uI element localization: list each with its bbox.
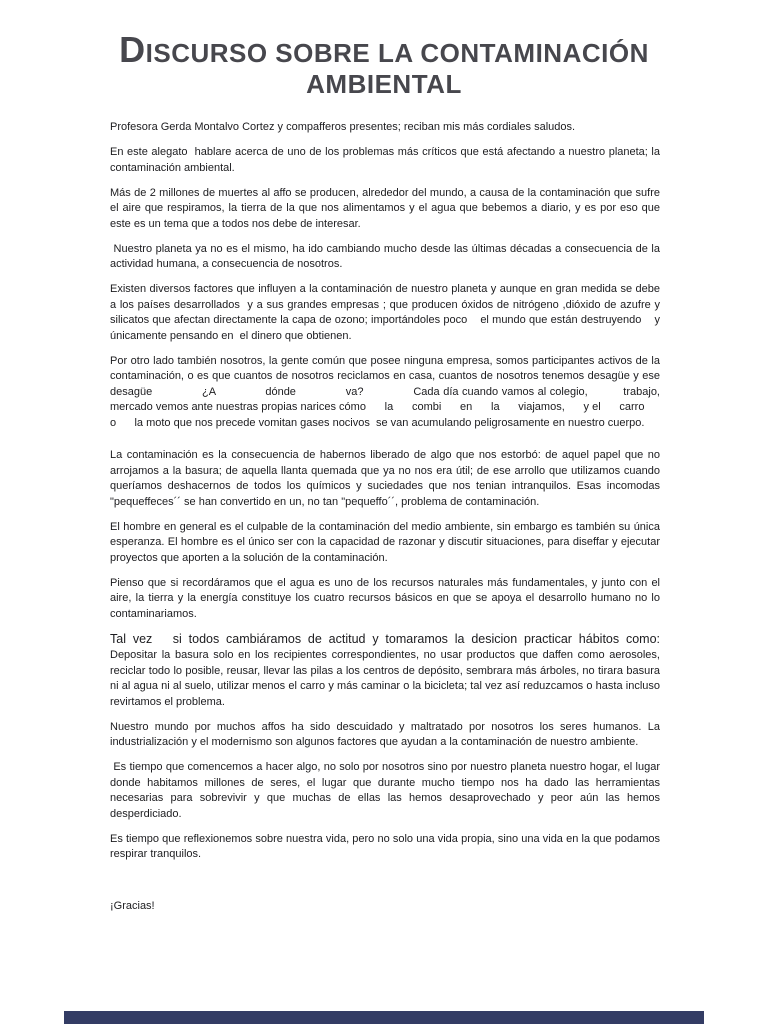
title-drop-cap: D — [119, 29, 146, 70]
paragraph-neglected-world: Nuestro mundo por muchos affos ha sido descuidado y maltratado por nosotros los seres humanos. La industrialización y el modernismo son algunos factores que ayudan a la contaminación de nuestro ambiente. — [110, 720, 660, 748]
paragraph-habits-rest: Depositar la basura solo en los recipientes correspondientes, no usar productos que daffen como aerosoles, reciclar todo lo posible, reusar, llevar las pilas a los centros de depósito, sembrara más árboles, no tirara basura ni al agua ni al suelo, utilizar menos el carro y más caminar o la bicicleta; tal vez así reduzcamos o hasta incluso revirtamos el problema. — [110, 649, 660, 708]
paragraph-habits-lead: Tal vez si todos cambiáramos de actitud y tomaramos la desicion practicar hábitos como: — [110, 631, 660, 646]
paragraph-consequence: La contaminación es la consecuencia de habernos liberado de algo que nos estorbó: de aquel papel que no arrojamos a la basura; de aquella llanta quemada que ya no nos era útil; de ese arrollo que utilizamos cuando queríamos deshacernos de todos los químicos y suciedades que nos tenian intranquilos. Esas incomodas "pequeffeces´´ se han convertido en un, no tan "pequeffo´´, problema de contaminación. — [110, 449, 660, 508]
paragraph-mankind: El hombre en general es el culpable de la contaminación del medio ambiente, sin embargo es también su única esperanza. El hombre es el único ser con la capacidad de razonar y discutir situaciones, para diseffar y ejecutar proyectos que aporten a la solución de la contaminación. — [110, 520, 660, 564]
paragraph-common-people: Por otro lado también nosotros, la gente común que posee ninguna empresa, somos participantes activos de la contaminación, o es que cuantos de nosotros reciclamos en casa, cuantos de nosotros tenemos desagüe y ese desagüe ¿A dónde va? Cada día cuando vamos al colegio, trabajo, mercado vemos ante nuestras propias narices cómo la combi en la viajamos, y el carro o la moto que nos precede vomitan gases nocivos se van acumulando peligrosamente en nuestro cuerpo. — [110, 354, 660, 429]
document-title — [60, 29, 708, 100]
title-line2: AMBIENTAL — [306, 69, 462, 99]
next-page-edge — [64, 1011, 704, 1024]
paragraph-habits — [110, 632, 660, 711]
closing-thanks: ¡Gracias! — [110, 899, 155, 912]
paragraph-time-to-act: Es tiempo que comencemos a hacer algo, no solo por nosotros sino por nuestro planeta nuestro hogar, el lugar donde habitamos millones de seres, el lugar que durante mucho tiempo nos ha dado las herramientas necesarias para sobrevivir y que muchas de ellas las hemos desaprovechado y peor aún las hemos desperdiciado. — [110, 761, 660, 820]
paragraph-reflection: Es tiempo que reflexionemos sobre nuestra vida, pero no solo una vida propia, sino una vida en la que podamos respirar tranquilos. — [110, 832, 660, 860]
paragraph-greeting: Profesora Gerda Montalvo Cortez y compafferos presentes; reciban mis más cordiales saludos. — [110, 121, 576, 133]
title-line1: ISCURSO SOBRE LA CONTAMINACIÓN — [145, 38, 649, 68]
paragraph-water: Pienso que si recordáramos que el agua es uno de los recursos naturales más fundamentales, y junto con el aire, la tierra y la energía constituye los cuatro recursos básicos en que se apoya el desarrollo humano no lo contaminariamos. — [110, 576, 660, 620]
paragraph-deaths: Más de 2 millones de muertes al affo se producen, alrededor del mundo, a causa de la contaminación que sufre el aire que respiramos, la tierra de la que nos alimentamos y el agua que bebemos a diario, y es por eso que este es un tema que a todos nos debe de interesar. — [110, 186, 660, 230]
paragraph-factors: Existen diversos factores que influyen a la contaminación de nuestro planeta y aunque en gran medida se debe a los países desarrollados y a sus grandes empresas ; que producen óxidos de nitrógeno ,dióxido de azufre y silicatos que afectan directamente la capa de ozono; importándoles poco el mundo que están destruyendo y únicamente pensando en el dinero que obtienen. — [110, 283, 660, 342]
paragraph-planet-change: Nuestro planeta ya no es el mismo, ha ido cambiando mucho desde las últimas décadas a consecuencia de la actividad humana, a consecuencia de nosotros. — [110, 242, 660, 270]
paragraph-intro: En este alegato hablare acerca de uno de los problemas más críticos que está afectando a nuestro planeta; la contaminación ambiental. — [110, 146, 660, 174]
document-body — [110, 120, 660, 914]
